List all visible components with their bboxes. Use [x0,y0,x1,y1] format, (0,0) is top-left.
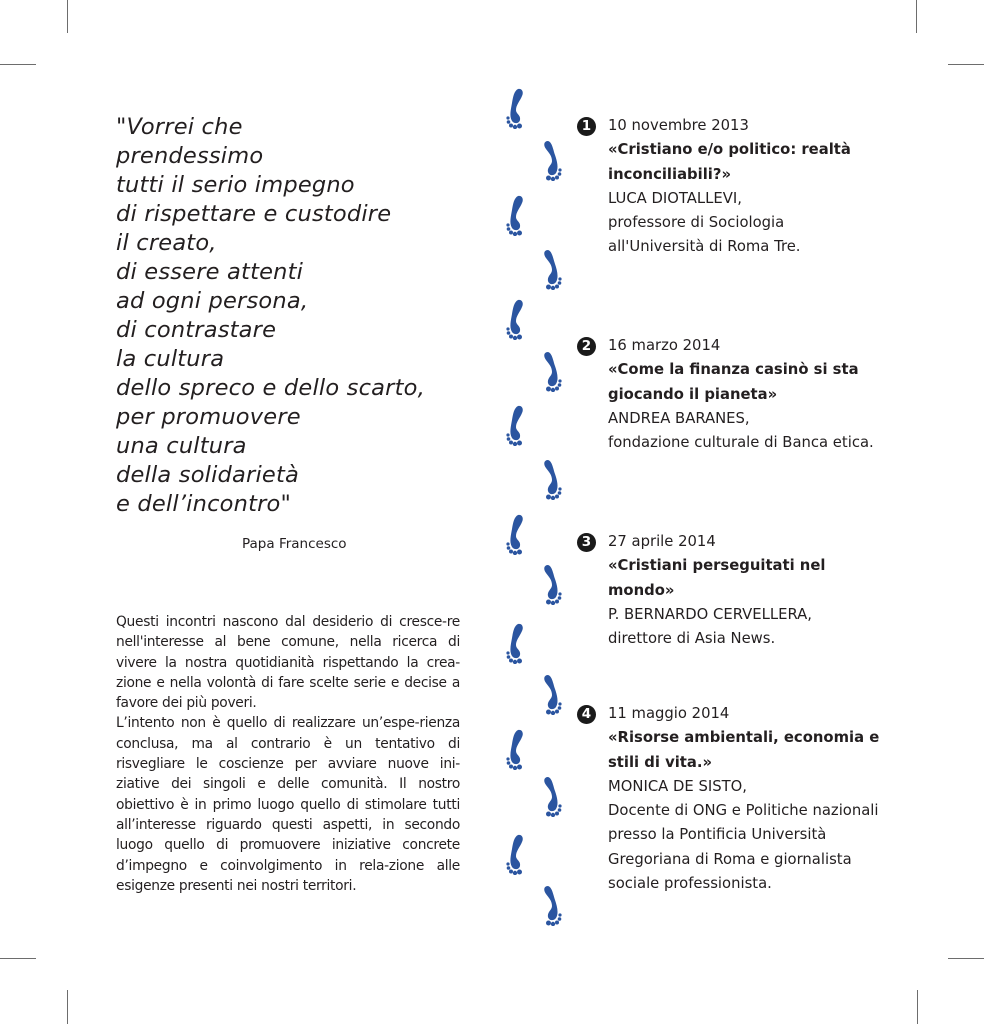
crop-mark [916,0,917,33]
event-date: 11 maggio 2014 [608,705,730,722]
event-speaker: P. BERNARDO CERVELLERA, [608,605,812,623]
event-item [577,530,897,651]
event-title: giocando il pianeta» [608,385,778,403]
quote-line: ad ogni persona, [116,288,309,314]
quote-line: la cultura [116,346,225,372]
event-date: 27 aprile 2014 [608,533,716,550]
event-number-badge: 4 [577,705,596,724]
event-speaker-role: Gregoriana di Roma e giornalista [608,850,852,868]
crop-mark [67,990,68,1024]
footprint-icon [504,194,526,236]
event-speaker-role: direttore di Asia News. [608,630,776,648]
event-title: «Cristiano e/o politico: realtà [608,141,851,159]
event-item [577,114,897,260]
event-speaker-role: fondazione culturale di Banca etica. [608,434,874,452]
pope-quote [116,113,476,519]
footprint-icon [542,884,564,926]
event-date: 10 novembre 2013 [608,117,749,134]
footprint-icon [542,248,564,290]
event-speaker-role: presso la Pontificia Università [608,826,827,844]
footprint-icon [504,404,526,446]
event-number-badge: 1 [577,117,596,136]
quote-line: prendessimo [116,143,264,169]
event-speaker-role: all'Università di Roma Tre. [608,238,801,256]
footprint-icon [542,775,564,817]
footprint-icon [542,350,564,392]
intro-paragraph: L’intento non è quello di realizzare un’espe-rienza conclusa, ma al contrario è un tentativo di risvegliare le coscienze per avviare nuove ini-ziative dei singoli e delle comunità. Il nostro obiettivo è in primo luogo quello di stimolare tutti all’interesse riguardo questi aspetti, in secondo luogo quello di promuovere iniziative concrete d’impegno e coinvolgimento in rela-zione alle esigenze presenti nei nostri territori. [116,715,460,894]
event-speaker: MONICA DE SISTO, [608,777,747,795]
footprint-icon [542,673,564,715]
quote-line: il creato, [116,230,217,256]
event-number-badge: 3 [577,533,596,552]
intro-paragraph: Questi incontri nascono dal desiderio di cresce-re nell'interesse al bene comune, nella ricerca di vivere la nostra quotidianità rispettando la crea-zione e nella volontà di fare scelte serie e decise a favore dei più poveri. [116,614,460,712]
quote-author: Papa Francesco [242,536,347,552]
event-speaker-role: sociale professionista. [608,875,772,893]
footprint-icon [542,458,564,500]
event-item [577,334,897,455]
quote-line: "Vorrei che [116,114,243,140]
event-number-badge: 2 [577,337,596,356]
event-title: «Risorse ambientali, economia e [608,729,880,747]
footprint-icon [504,298,526,340]
crop-mark [917,990,918,1024]
footprint-icon [542,139,564,181]
quote-line: di essere attenti [116,259,304,285]
event-date: 16 marzo 2014 [608,337,721,354]
event-title: «Come la finanza casinò si sta [608,361,859,379]
quote-line: della solidarietà [116,462,299,488]
crop-mark [0,958,36,959]
crop-mark [0,64,36,65]
crop-mark [67,0,68,33]
footprint-icon [542,563,564,605]
quote-line: tutti il serio impegno [116,172,355,198]
quote-line: di contrastare [116,317,277,343]
quote-line: e dell’incontro" [116,491,292,517]
event-item [577,702,897,896]
footprint-icon [504,87,526,129]
event-title: inconciliabili?» [608,165,731,183]
event-speaker: LUCA DIOTALLEVI, [608,189,742,207]
event-speaker: ANDREA BARANES, [608,409,750,427]
quote-line: per promuovere [116,404,301,430]
quote-line: di rispettare e custodire [116,201,392,227]
footprint-icon [504,513,526,555]
quote-line: dello spreco e dello scarto, [116,375,425,401]
footprint-icon [504,622,526,664]
event-title: «Cristiani perseguitati nel mondo» [608,557,826,599]
intro-text [116,612,460,896]
event-title: stili di vita.» [608,753,713,771]
footprint-icon [504,833,526,875]
event-speaker-role: professore di Sociologia [608,214,785,232]
crop-mark [948,958,984,959]
crop-mark [948,64,984,65]
event-speaker-role: Docente di ONG e Politiche nazionali [608,802,879,820]
quote-line: una cultura [116,433,247,459]
footprint-icon [504,728,526,770]
